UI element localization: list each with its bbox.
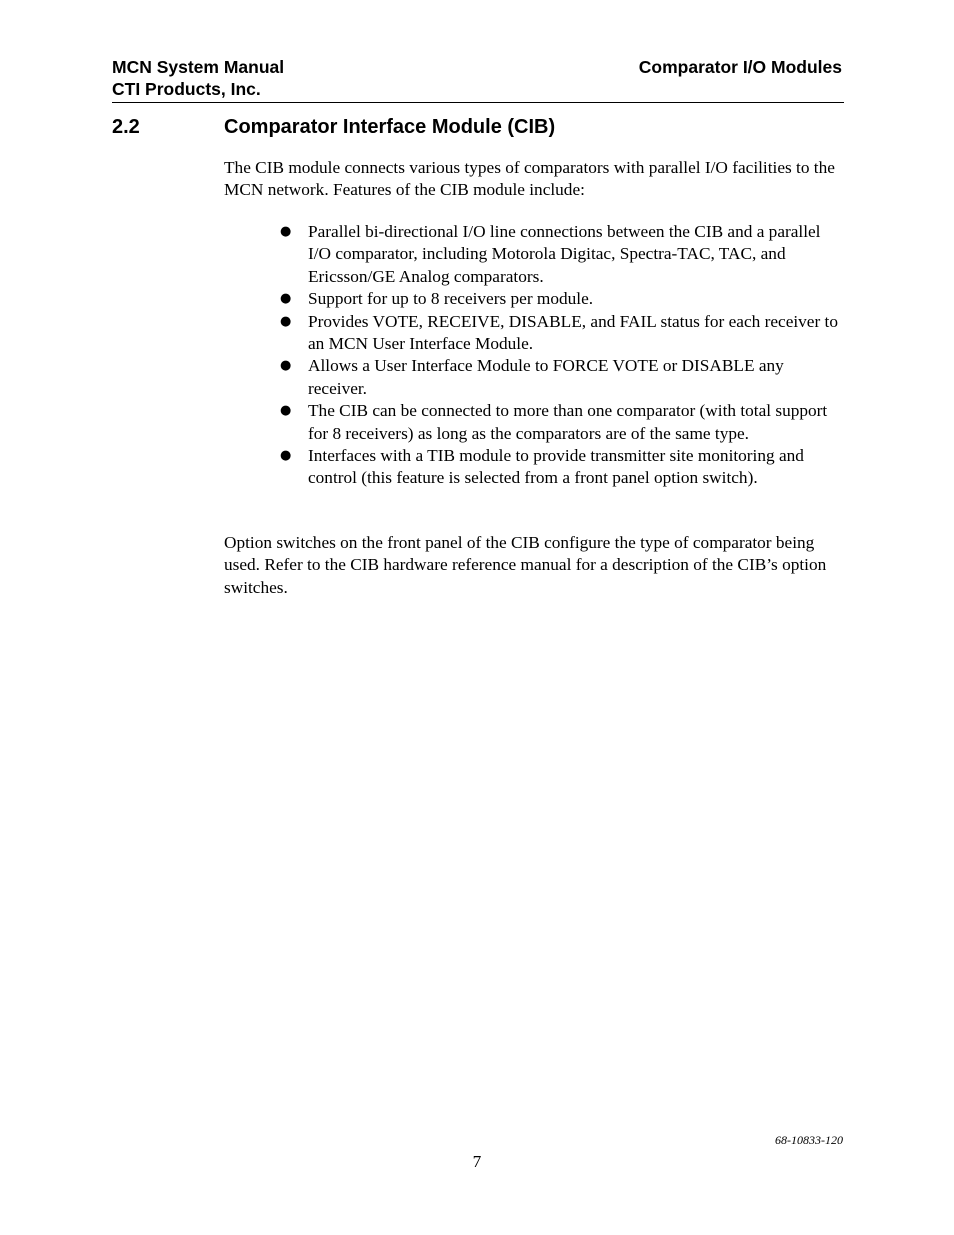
section-title: Comparator Interface Module (CIB) (224, 116, 556, 138)
page-header (112, 56, 842, 100)
chapter-title: Comparator I/O Modules (638, 57, 842, 77)
bullet-icon: ● (280, 358, 292, 374)
header-rule (112, 102, 844, 103)
list-item (224, 400, 844, 445)
bullet-icon: ● (280, 448, 292, 464)
list-item-text: Allows a User Interface Module to FORCE VOTE or DISABLE any receiver. (308, 356, 784, 398)
bullet-icon: ● (280, 291, 292, 307)
list-item (224, 288, 844, 310)
list-item-text: The CIB can be connected to more than one comparator (with total support for 8 receivers) as long as the comparators are of the same type. (308, 401, 828, 443)
intro-paragraph: The CIB module connects various types of comparators with parallel I/O facilities to the MCN network. Features of the CIB module include: (224, 158, 835, 200)
list-item-text: Provides VOTE, RECEIVE, DISABLE, and FAIL status for each receiver to an MCN User Interface Module. (308, 311, 838, 354)
company-name: CTI Products, Inc. (112, 79, 261, 99)
bullet-icon: ● (280, 224, 292, 239)
bullet-icon: ● (280, 403, 292, 419)
document-number: 68-10833-120 (775, 1133, 843, 1147)
list-item (224, 311, 844, 356)
manual-title: MCN System Manual (112, 57, 285, 77)
closing-paragraph: Option switches on the front panel of the CIB configure the type of comparator being used. Refer to the CIB hardware reference manual for a description of the CIB’s option switches. (224, 533, 827, 597)
section-number: 2.2 (112, 116, 140, 138)
list-item (224, 355, 844, 400)
page-number: 7 (472, 1152, 482, 1171)
list-item (224, 445, 844, 490)
feature-list (224, 221, 844, 490)
list-item-text: Parallel bi-directional I/O line connections between the CIB and a parallel I/O comparator, including Motorola Digitac, Spectra-TAC, TAC, and Ericsson/GE Analog comparators. (308, 222, 821, 286)
bullet-icon: ● (280, 313, 292, 329)
list-item (224, 221, 844, 288)
list-item-text: Interfaces with a TIB module to provide transmitter site monitoring and control (this feature is selected from a front panel option switch). (308, 446, 804, 488)
list-item-text: Support for up to 8 receivers per module. (308, 289, 594, 309)
